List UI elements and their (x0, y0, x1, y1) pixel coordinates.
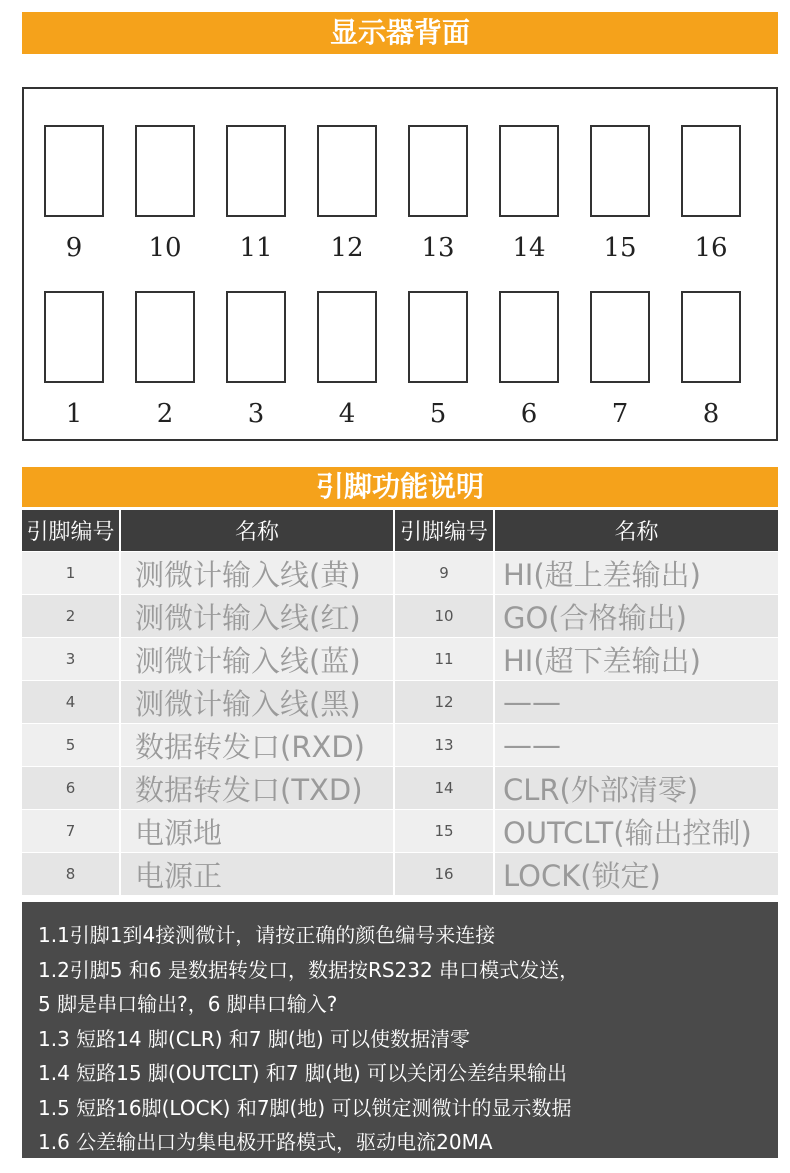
pin-socket (408, 125, 468, 217)
table-header-row (22, 510, 778, 552)
pin-number-label: 9 (65, 233, 83, 263)
table-row (22, 681, 778, 724)
pin-socket (135, 291, 195, 383)
header-name: 名称 (494, 510, 778, 552)
pin-name-cell: 测微计输入线(黄) (120, 552, 394, 595)
table-row (22, 767, 778, 810)
pin-number-cell: 9 (394, 552, 494, 595)
pin-number-label: 3 (247, 399, 265, 429)
pin-number-label: 2 (156, 399, 174, 429)
pin-socket (226, 125, 286, 217)
pin-number-label: 13 (421, 233, 455, 263)
pin-function-title: 引脚功能说明 (22, 467, 778, 507)
pin-name-cell: HI(超下差输出) (494, 638, 778, 681)
pin-number-label: 16 (694, 233, 728, 263)
pin-socket (590, 291, 650, 383)
pin-number-label: 4 (338, 399, 356, 429)
pin-socket (317, 125, 377, 217)
table-row (22, 810, 778, 853)
notes-box (22, 902, 778, 1158)
pin-number-cell: 16 (394, 853, 494, 896)
pin-socket (44, 125, 104, 217)
pin-number-cell: 3 (22, 638, 120, 681)
pin-socket (590, 125, 650, 217)
pin-socket (681, 125, 741, 217)
pin-number-label: 5 (429, 399, 447, 429)
pin-number-cell: 6 (22, 767, 120, 810)
pin-number-label: 14 (512, 233, 546, 263)
table-row (22, 638, 778, 681)
pin-number-label: 15 (603, 233, 637, 263)
pin-name-cell: 测微计输入线(黑) (120, 681, 394, 724)
table-row (22, 853, 778, 896)
pin-number-cell: 10 (394, 595, 494, 638)
pin-socket (681, 291, 741, 383)
pin-name-cell: 电源正 (120, 853, 394, 896)
pin-number-cell: 8 (22, 853, 120, 896)
pin-number-cell: 12 (394, 681, 494, 724)
pin-number-label: 12 (330, 233, 364, 263)
pin-socket (317, 291, 377, 383)
pin-number-cell: 15 (394, 810, 494, 853)
pin-number-cell: 11 (394, 638, 494, 681)
pin-number-cell: 7 (22, 810, 120, 853)
pin-socket (408, 291, 468, 383)
pin-name-cell: 测微计输入线(红) (120, 595, 394, 638)
pin-name-cell: 数据转发口(RXD) (120, 724, 394, 767)
pin-number-label: 8 (702, 399, 720, 429)
pin-name-cell: CLR(外部清零) (494, 767, 778, 810)
pin-number-cell: 1 (22, 552, 120, 595)
pin-socket (226, 291, 286, 383)
pin-name-cell: —— (494, 724, 778, 767)
table-row (22, 724, 778, 767)
pin-number-cell: 13 (394, 724, 494, 767)
pin-number-label: 6 (520, 399, 538, 429)
note-line: 1.5 短路16脚(LOCK) 和7脚(地) 可以锁定测微计的显示数据 (38, 1095, 572, 1120)
pin-number-label: 1 (65, 399, 83, 429)
pin-number-label: 7 (611, 399, 629, 429)
pin-number-cell: 5 (22, 724, 120, 767)
pin-socket (499, 291, 559, 383)
pin-socket (499, 125, 559, 217)
table-row (22, 552, 778, 595)
pin-name-cell: LOCK(锁定) (494, 853, 778, 896)
pin-name-cell: HI(超上差输出) (494, 552, 778, 595)
pin-name-cell: —— (494, 681, 778, 724)
note-line: 1.6 公差输出口为集电极开路模式，驱动电流20MA (38, 1130, 493, 1154)
pin-number-label: 10 (148, 233, 182, 263)
pin-number-cell: 2 (22, 595, 120, 638)
header-pin-number: 引脚编号 (22, 510, 120, 552)
note-line: 1.2引脚5 和6 是数据转发口，数据按RS232 串口模式发送， (38, 957, 580, 982)
pin-socket (44, 291, 104, 383)
pin-name-cell: 数据转发口(TXD) (120, 767, 394, 810)
note-line: 1.1引脚1到4接测微计，请按正确的颜色编号来连接 (38, 923, 496, 947)
pin-number-cell: 14 (394, 767, 494, 810)
pin-name-cell: GO(合格输出) (494, 595, 778, 638)
pin-name-cell: 电源地 (120, 810, 394, 853)
pin-socket (135, 125, 195, 217)
display-back-panel (22, 87, 778, 441)
pin-number-cell: 4 (22, 681, 120, 724)
display-back-title: 显示器背面 (22, 12, 778, 54)
note-line: 1.3 短路14 脚(CLR) 和7 脚(地) 可以使数据清零 (38, 1026, 470, 1051)
header-name: 名称 (120, 510, 394, 552)
header-pin-number: 引脚编号 (394, 510, 494, 552)
pin-name-cell: OUTCLT(输出控制) (494, 810, 778, 853)
pin-name-cell: 测微计输入线(蓝) (120, 638, 394, 681)
pin-number-label: 11 (239, 233, 273, 263)
pin-function-table (22, 510, 778, 895)
note-line: 1.4 短路15 脚(OUTCLT) 和7 脚(地) 可以关闭公差结果输出 (38, 1061, 567, 1085)
note-line: 5 脚是串口输出?，6 脚串口输入? (38, 992, 338, 1016)
table-row (22, 595, 778, 638)
